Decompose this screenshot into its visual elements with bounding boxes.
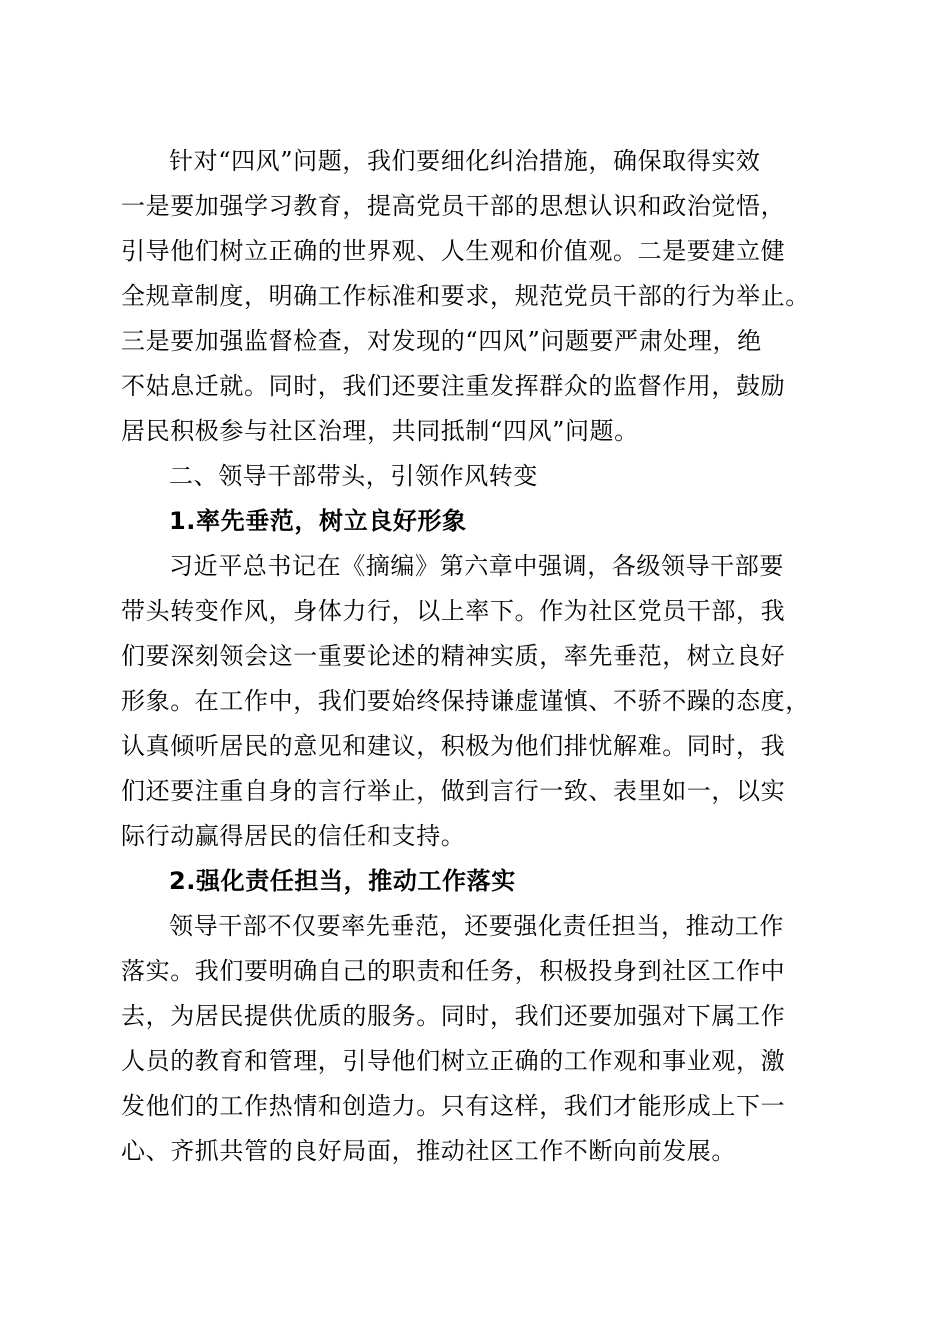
paragraph-line: 形象。在工作中，我们要始终保持谦虚谨慎、不骄不躁的态度， xyxy=(121,687,810,715)
paragraph-line: 心、齐抓共管的良好局面，推动社区工作不断向前发展。 xyxy=(121,1137,736,1165)
paragraph-line: 落实。我们要明确自己的职责和任务，积极投身到社区工作中 xyxy=(121,957,786,985)
paragraph-line: 认真倾听居民的意见和建议，积极为他们排忧解难。同时，我 xyxy=(121,732,786,760)
paragraph-line: 们要深刻领会这一重要论述的精神实质，率先垂范，树立良好 xyxy=(121,642,786,670)
paragraph-line: 人员的教育和管理，引导他们树立正确的工作观和事业观，激 xyxy=(121,1047,786,1075)
subsection-heading: 2.强化责任担当，推动工作落实 xyxy=(169,867,516,895)
paragraph-line: 带头转变作风，身体力行，以上率下。作为社区党员干部，我 xyxy=(121,597,786,625)
paragraph-line: 三是要加强监督检查，对发现的“四风”问题要严肃处理，绝 xyxy=(121,327,762,355)
paragraph-line: 不姑息迁就。同时，我们还要注重发挥群众的监督作用，鼓励 xyxy=(121,372,786,400)
paragraph-line: 际行动赢得居民的信任和支持。 xyxy=(121,822,466,850)
paragraph-line: 去，为居民提供优质的服务。同时，我们还要加强对下属工作 xyxy=(121,1002,786,1030)
paragraph-line: 全规章制度，明确工作标准和要求，规范党员干部的行为举止。 xyxy=(121,282,810,310)
paragraph-line: 针对“四风”问题，我们要细化纠治措施，确保取得实效 xyxy=(169,147,761,175)
paragraph-line: 们还要注重自身的言行举止，做到言行一致、表里如一，以实 xyxy=(121,777,786,805)
section-heading: 二、领导干部带头，引领作风转变 xyxy=(169,462,538,490)
paragraph-line: 发他们的工作热情和创造力。只有这样，我们才能形成上下一 xyxy=(121,1092,786,1120)
subsection-heading: 1.率先垂范，树立良好形象 xyxy=(169,507,467,535)
paragraph-line: 领导干部不仅要率先垂范，还要强化责任担当，推动工作 xyxy=(169,912,784,940)
paragraph-line: 居民积极参与社区治理，共同抵制“四风”问题。 xyxy=(121,417,639,445)
paragraph-line: 引导他们树立正确的世界观、人生观和价值观。二是要建立健 xyxy=(121,237,786,265)
paragraph-line: 习近平总书记在《摘编》第六章中强调，各级领导干部要 xyxy=(169,552,784,580)
paragraph-line: 一是要加强学习教育，提高党员干部的思想认识和政治觉悟， xyxy=(121,192,786,220)
